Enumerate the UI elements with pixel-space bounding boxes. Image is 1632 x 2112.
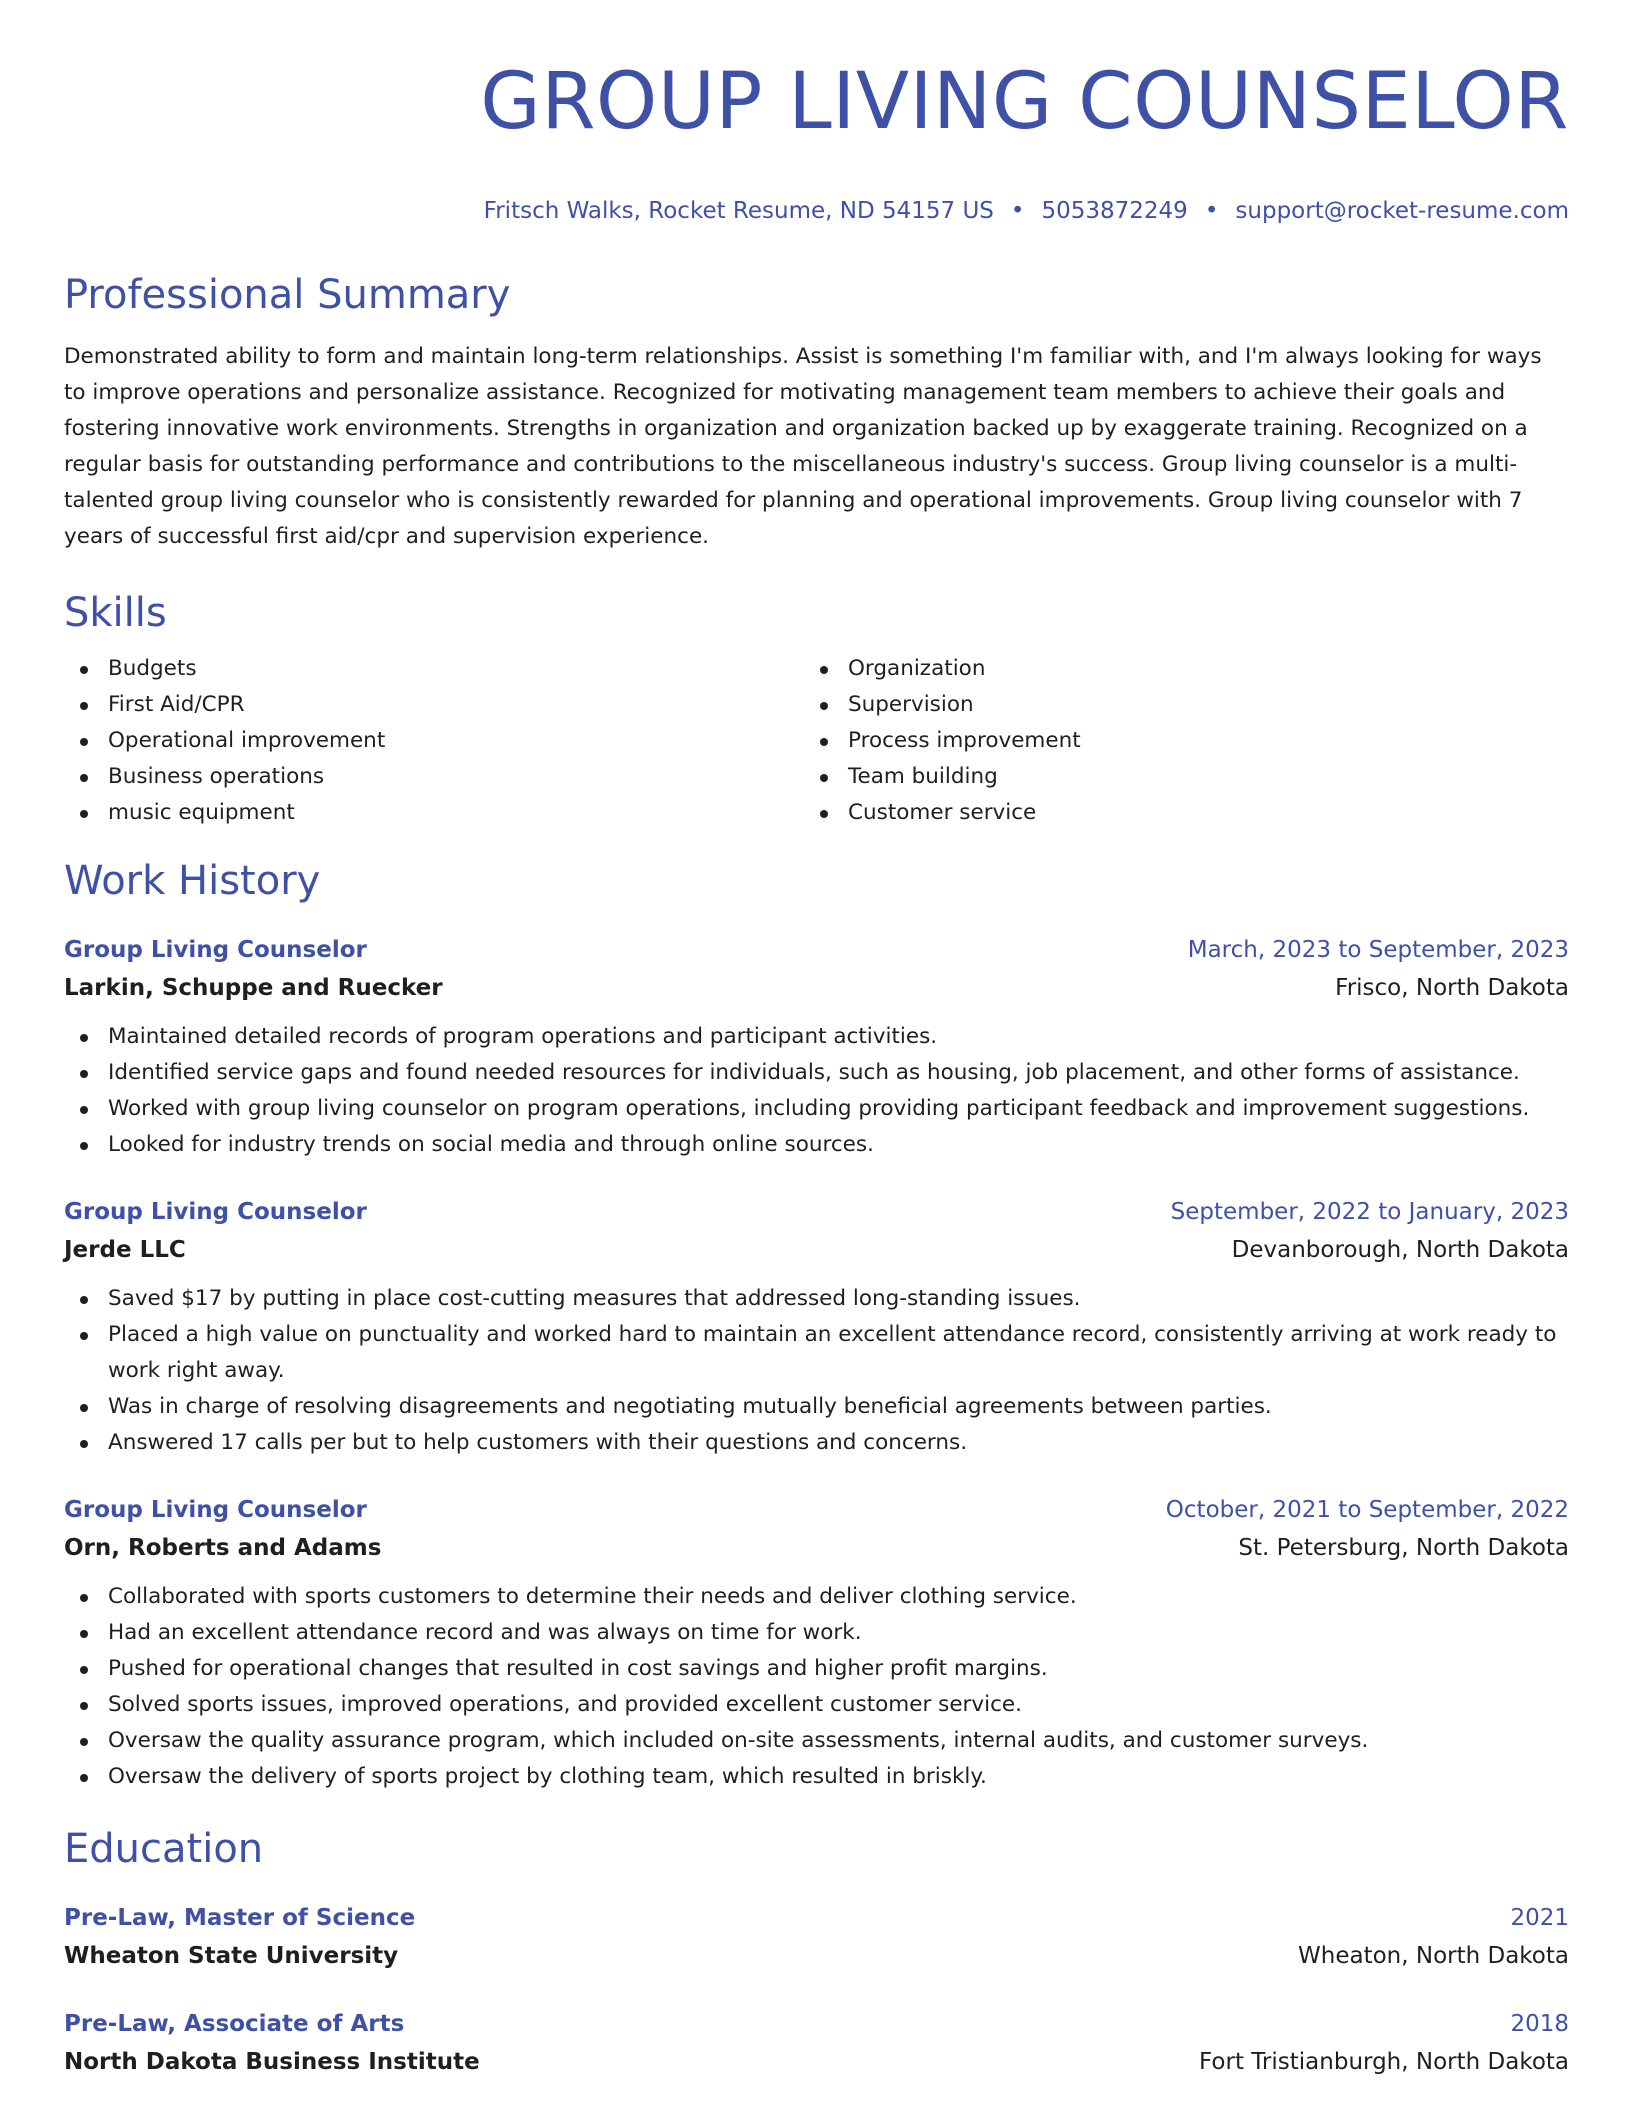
skills-column-2 [804,651,1569,831]
summary-text: Demonstrated ability to form and maintain long-term relationships. Assist is something I'm familiar with, and I'm always looking for ways to improve operations and personalize assistance. Recognized for motivating management team members to achieve their goals and fostering innovative work environments. Strengths in organization and organization backed up by exaggerate training. Recognized on a regular basis for outstanding performance and contributions to the miscellaneous industry's success. Group living counselor is a multi-talented group living counselor who is consistently rewarded for planning and operational improvements. Group living counselor with 7 years of successful first aid/cpr and supervision experience. [64,344,1542,549]
education-location: Fort Tristianburgh, North Dakota [1199,2049,1569,2075]
contact-separator: • [1204,198,1219,224]
skill-item: music equipment [64,795,804,831]
job-bullet: Oversaw the quality assurance program, which included on-site assessments, internal audits, and customer surveys. [64,1723,1569,1759]
education-degree: Pre-Law, Master of Science [64,1905,416,1931]
job-bullet: Pushed for operational changes that resulted in cost savings and higher profit margins. [64,1651,1569,1687]
skills-column-1 [64,651,804,831]
job-bullet: Had an excellent attendance record and was always on time for work. [64,1615,1569,1651]
job-bullet: Placed a high value on punctuality and worked hard to maintain an excellent attendance record, consistently arriving at work ready to work right away. [64,1317,1569,1389]
job-location: Frisco, North Dakota [1335,975,1569,1001]
education-year: 2021 [1510,1905,1569,1931]
job-bullet: Answered 17 calls per but to help customers with their questions and concerns. [64,1425,1569,1461]
education-heading: Education [64,1826,264,1872]
job-entry [64,1193,1569,1461]
job-dates: September, 2022 to January, 2023 [1170,1199,1569,1225]
job-location: Devanborough, North Dakota [1231,1237,1569,1263]
skills-heading: Skills [64,590,167,636]
education-location: Wheaton, North Dakota [1298,1943,1569,1969]
job-title: Group Living Counselor [64,1199,367,1225]
contact-email[interactable]: support@rocket-resume.com [1235,198,1569,224]
work-history-heading: Work History [64,858,321,904]
education-entry [64,1899,1569,1975]
job-bullet: Identified service gaps and found needed resources for individuals, such as housing, job placement, and other forms of assistance. [64,1055,1569,1091]
skill-item: Organization [804,651,1569,687]
job-bullet: Was in charge of resolving disagreements and negotiating mutually beneficial agreements between parties. [64,1389,1569,1425]
job-location: St. Petersburg, North Dakota [1238,1535,1569,1561]
resume-header [64,52,1569,226]
page-title: GROUP LIVING COUNSELOR [480,57,1569,147]
summary-heading: Professional Summary [64,272,511,318]
job-bullet: Collaborated with sports customers to determine their needs and deliver clothing service. [64,1579,1569,1615]
job-bullets [64,1281,1569,1461]
job-bullet: Looked for industry trends on social media and through online sources. [64,1127,1569,1163]
skill-item: Operational improvement [64,723,804,759]
job-bullet: Solved sports issues, improved operations, and provided excellent customer service. [64,1687,1569,1723]
skill-item: Supervision [804,687,1569,723]
skill-item: Process improvement [804,723,1569,759]
job-dates: October, 2021 to September, 2022 [1165,1497,1569,1523]
contact-separator: • [1010,198,1025,224]
education-school: Wheaton State University [64,1943,399,1969]
job-bullet: Oversaw the delivery of sports project by clothing team, which resulted in briskly. [64,1759,1569,1795]
job-title: Group Living Counselor [64,937,367,963]
job-bullets [64,1579,1569,1795]
job-bullet: Saved $17 by putting in place cost-cutting measures that addressed long-standing issues. [64,1281,1569,1317]
skill-item: Team building [804,759,1569,795]
contact-address: Fritsch Walks, Rocket Resume, ND 54157 US [483,198,994,224]
job-entry [64,1491,1569,1795]
contact-line [64,196,1569,226]
job-bullets [64,1019,1569,1163]
job-bullet: Worked with group living counselor on program operations, including providing participant feedback and improvement suggestions. [64,1091,1569,1127]
skill-item: Customer service [804,795,1569,831]
skills-list [64,651,1569,831]
education-degree: Pre-Law, Associate of Arts [64,2011,405,2037]
education-school: North Dakota Business Institute [64,2049,480,2075]
job-bullet: Maintained detailed records of program operations and participant activities. [64,1019,1569,1055]
job-dates: March, 2023 to September, 2023 [1187,937,1569,963]
contact-phone: 5053872249 [1041,198,1188,224]
job-employer: Larkin, Schuppe and Ruecker [64,975,443,1001]
skill-item: Business operations [64,759,804,795]
education-year: 2018 [1510,2011,1569,2037]
skill-item: First Aid/CPR [64,687,804,723]
job-title: Group Living Counselor [64,1497,367,1523]
job-entry [64,931,1569,1163]
education-entry [64,2005,1569,2081]
job-employer: Orn, Roberts and Adams [64,1535,382,1561]
skill-item: Budgets [64,651,804,687]
job-employer: Jerde LLC [64,1237,186,1263]
